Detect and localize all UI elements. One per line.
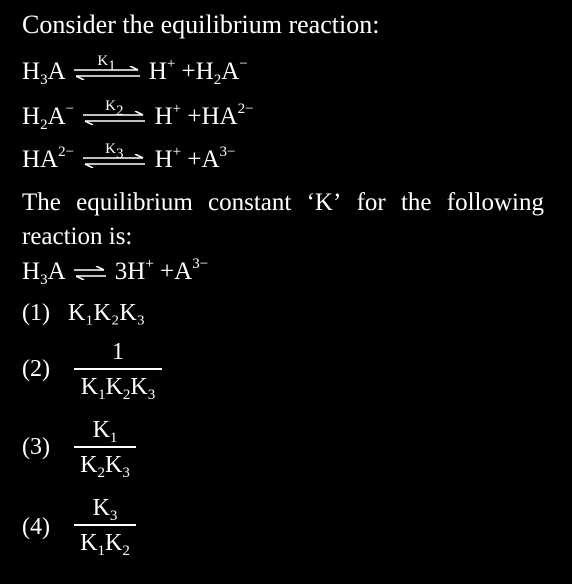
question-word: ‘K’ — [306, 189, 342, 216]
option-4[interactable]: $K_3$ $K_1K_2$ — [74, 494, 136, 557]
option-3-label: (3) — [22, 434, 50, 460]
equilibrium-arrow-icon — [72, 266, 108, 280]
equilibrium-arrow-icon: $K_1$ — [72, 66, 142, 80]
question-line-2: reaction is: — [22, 223, 133, 250]
reaction-1: $H_3A$ $K_1$ $H^+ +H_2A^-$ — [22, 53, 248, 88]
equilibrium-arrow-icon: $K_3$ — [81, 154, 147, 168]
option-1[interactable]: (1) K₁K₂K₃ — [22, 300, 146, 326]
question-line-1 — [22, 186, 544, 220]
question-word: the — [400, 189, 432, 216]
option-2[interactable]: 1 $K_1K_2K_3$ — [74, 338, 162, 401]
reaction-3: $HA^{2-}$ $K_3$ $H^+ +A^{3-}$ — [22, 141, 236, 173]
question-word: constant — [208, 189, 292, 216]
overall-reaction: $H_3A$ $3H^+ +A^{3-}$ — [22, 256, 209, 288]
fraction-bar — [74, 446, 136, 448]
option-3[interactable]: $K_1$ $K_2K_3$ — [74, 416, 136, 479]
question-word: equilibrium — [76, 189, 193, 216]
reactant: H — [22, 58, 41, 85]
equilibrium-arrow-icon: $K_2$ — [81, 111, 147, 125]
option-4-label: (4) — [22, 514, 50, 540]
reaction-2: $H_2A^-$ $K_2$ $H^+ +HA^{2-}$ — [22, 98, 254, 133]
question-text — [22, 186, 544, 254]
question-word: following — [446, 189, 544, 216]
question-word: The — [22, 189, 61, 216]
option-2-label: (2) — [22, 356, 50, 382]
fraction-bar — [74, 368, 162, 370]
intro-text: Consider the equilibrium reaction: — [22, 10, 380, 39]
question-word: for — [356, 189, 386, 216]
fraction-bar — [74, 524, 136, 526]
